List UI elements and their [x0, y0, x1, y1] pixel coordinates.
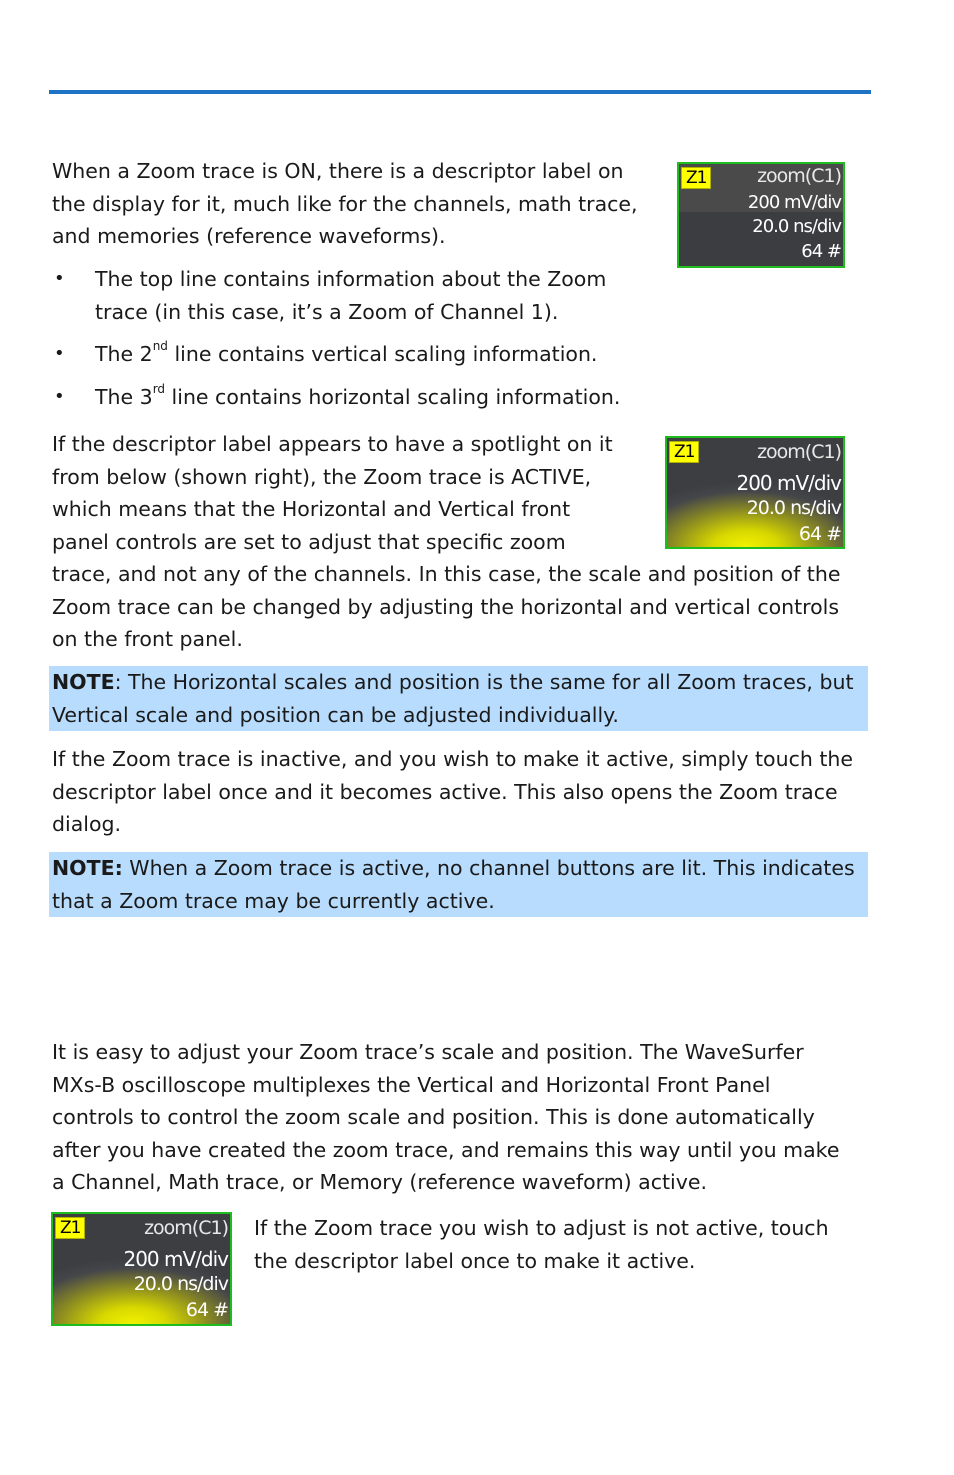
zoom-descriptor-label-active[interactable]	[665, 436, 845, 549]
zoom-source: zoom(C1)	[144, 1217, 228, 1239]
inactive-explanation: If the Zoom trace is inactive, and you wish to make it active, simply touch the descriptor label once and it becomes active. This also opens the Zoom trace dialog.	[52, 747, 854, 836]
zoom-source: zoom(C1)	[757, 165, 841, 187]
zoom-tag: Z1	[669, 441, 699, 463]
horizontal-scale: 20.0 ns/div	[746, 497, 841, 519]
vertical-scale: 200 mV/div	[123, 1247, 228, 1271]
note-horizontal-scale: NOTE: The Horizontal scales and position is the same for all Zoom traces, but Vertical scale and position can be adjusted individually.	[49, 666, 868, 731]
note-channel-buttons: NOTE: When a Zoom trace is active, no channel buttons are lit. This indicates that a Zoom trace may be currently active.	[49, 852, 868, 917]
header-rule	[49, 90, 871, 94]
sweep-count: 64 #	[801, 241, 841, 262]
adjust-intro: It is easy to adjust your Zoom trace’s scale and position. The WaveSurfer MXs-B oscilloscope multiplexes the Vertical and Horizontal Front Panel controls to control the zoom scale and position. This is done automatically after you have created the zoom trace, and remains this way until you make a Channel, Math trace, or Memory (reference waveform) active.	[52, 1040, 840, 1194]
zoom-tag: Z1	[55, 1217, 85, 1239]
descriptor-line-list	[52, 263, 672, 423]
list-item: • The top line contains information about the Zoom trace (in this case, it’s a Zoom of Channel 1).	[52, 263, 655, 328]
zoom-source: zoom(C1)	[757, 441, 841, 463]
horizontal-scale: 20.0 ns/div	[752, 216, 841, 237]
list-item: • The 3rd line contains horizontal scaling information.	[52, 381, 672, 414]
vertical-scale: 200 mV/div	[747, 192, 841, 213]
sweep-count: 64 #	[798, 523, 841, 545]
active-explanation: If the descriptor label appears to have a spotlight on it from below (shown right), the Zoom trace is ACTIVE, which means that the Horizontal and Vertical front panel controls are set to adjust that specific zoom trace, and not any of the channels. In this case, the scale and position of the Zoom trace can be changed by adjusting the horizontal and vertical controls on the front panel.	[52, 432, 841, 651]
touch-to-activate: If the Zoom trace you wish to adjust is not active, touch the descriptor label once to make it active.	[254, 1216, 829, 1273]
vertical-scale: 200 mV/div	[736, 471, 841, 495]
list-item: • The 2nd line contains vertical scaling information.	[52, 338, 672, 371]
zoom-tag: Z1	[681, 167, 711, 189]
zoom-descriptor-label-example[interactable]	[51, 1212, 232, 1326]
sweep-count: 64 #	[185, 1299, 228, 1321]
zoom-descriptor-label-inactive[interactable]	[677, 162, 845, 268]
horizontal-scale: 20.0 ns/div	[133, 1273, 228, 1295]
zoom-descriptor-intro: When a Zoom trace is ON, there is a descriptor label on the display for it, much like for the channels, math trace, and memories (reference waveforms).	[52, 159, 638, 248]
